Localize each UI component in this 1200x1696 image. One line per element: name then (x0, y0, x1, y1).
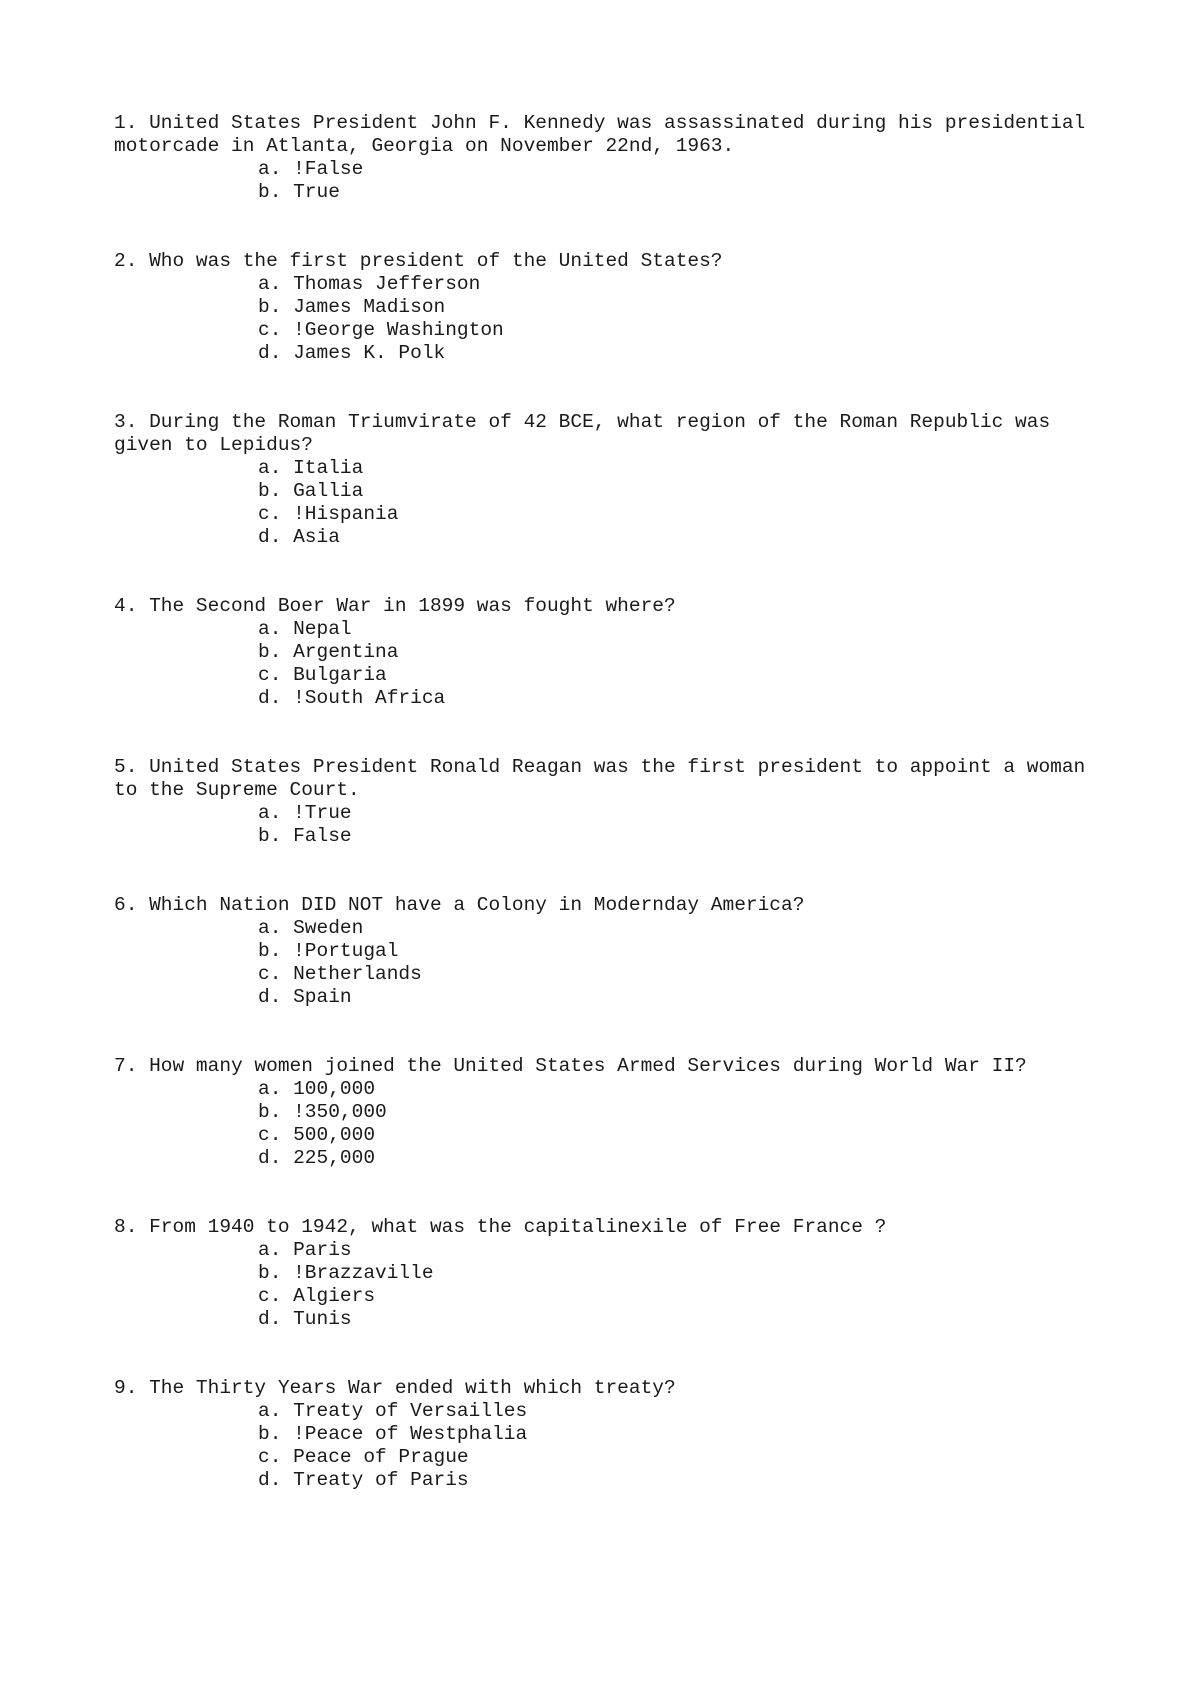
option-letter: c. (258, 1446, 282, 1468)
option-text: 500,000 (293, 1124, 376, 1146)
answer-option (258, 986, 1114, 1009)
option-letter: c. (258, 1285, 282, 1307)
option-text: !Peace of Westphalia (293, 1423, 528, 1445)
option-text: !True (293, 802, 352, 824)
answer-option (258, 1239, 1114, 1262)
answer-option (258, 825, 1114, 848)
option-text: Thomas Jefferson (293, 273, 481, 295)
option-text: Tunis (293, 1308, 352, 1330)
option-letter: b. (258, 480, 282, 502)
answer-option (258, 1469, 1114, 1492)
answer-options (114, 158, 1114, 204)
option-text: James K. Polk (293, 342, 446, 364)
option-text: !350,000 (293, 1101, 387, 1123)
question-7 (114, 1055, 1114, 1170)
option-text: Paris (293, 1239, 352, 1261)
answer-options (114, 1239, 1114, 1331)
option-letter: d. (258, 526, 282, 548)
quiz-document (114, 112, 1114, 1538)
question-9 (114, 1377, 1114, 1492)
question-3 (114, 411, 1114, 549)
answer-option (258, 480, 1114, 503)
option-text: Spain (293, 986, 352, 1008)
question-6 (114, 894, 1114, 1009)
option-text: Treaty of Versailles (293, 1400, 528, 1422)
option-letter: b. (258, 1262, 282, 1284)
answer-option (258, 1446, 1114, 1469)
question-text: 6. Which Nation DID NOT have a Colony in Modernday America? (114, 894, 805, 916)
option-letter: a. (258, 158, 282, 180)
option-letter: c. (258, 1124, 282, 1146)
option-letter: a. (258, 1400, 282, 1422)
question-text: 2. Who was the first president of the United States? (114, 250, 723, 272)
answer-option (258, 1262, 1114, 1285)
question-4 (114, 595, 1114, 710)
option-letter: c. (258, 319, 282, 341)
answer-options (114, 802, 1114, 848)
option-letter: d. (258, 1147, 282, 1169)
option-letter: b. (258, 940, 282, 962)
option-letter: a. (258, 273, 282, 295)
answer-option (258, 641, 1114, 664)
answer-option (258, 158, 1114, 181)
answer-option (258, 618, 1114, 641)
answer-option (258, 917, 1114, 940)
option-letter: a. (258, 1078, 282, 1100)
option-letter: a. (258, 1239, 282, 1261)
option-text: Sweden (293, 917, 364, 939)
option-text: Italia (293, 457, 364, 479)
answer-option (258, 457, 1114, 480)
option-text: Gallia (293, 480, 364, 502)
question-text: 8. From 1940 to 1942, what was the capitalinexile of Free France ? (114, 1216, 887, 1238)
answer-options (114, 1400, 1114, 1492)
option-letter: d. (258, 342, 282, 364)
option-letter: c. (258, 664, 282, 686)
option-text: Bulgaria (293, 664, 387, 686)
answer-option (258, 503, 1114, 526)
answer-option (258, 1285, 1114, 1308)
option-text: !George Washington (293, 319, 504, 341)
answer-options (114, 273, 1114, 365)
option-letter: b. (258, 181, 282, 203)
option-text: Argentina (293, 641, 399, 663)
option-text: !Hispania (293, 503, 399, 525)
question-1 (114, 112, 1114, 204)
answer-option (258, 664, 1114, 687)
answer-option (258, 963, 1114, 986)
answer-option (258, 1400, 1114, 1423)
option-letter: c. (258, 963, 282, 985)
question-2 (114, 250, 1114, 365)
question-text: 4. The Second Boer War in 1899 was fought where? (114, 595, 676, 617)
option-letter: b. (258, 641, 282, 663)
answer-option (258, 1423, 1114, 1446)
option-letter: d. (258, 687, 282, 709)
option-text: Peace of Prague (293, 1446, 469, 1468)
option-text: Netherlands (293, 963, 422, 985)
option-text: Nepal (293, 618, 352, 640)
answer-option (258, 1124, 1114, 1147)
question-5 (114, 756, 1114, 848)
answer-options (114, 1078, 1114, 1170)
question-8 (114, 1216, 1114, 1331)
option-text: Asia (293, 526, 340, 548)
answer-option (258, 526, 1114, 549)
option-text: James Madison (293, 296, 446, 318)
answer-option (258, 1101, 1114, 1124)
answer-option (258, 319, 1114, 342)
question-text: 3. During the Roman Triumvirate of 42 BCE, what region of the Roman Republic was given to Lepidus? (114, 411, 1062, 456)
option-letter: a. (258, 802, 282, 824)
option-text: !South Africa (293, 687, 446, 709)
option-letter: b. (258, 1423, 282, 1445)
answer-options (114, 917, 1114, 1009)
option-letter: b. (258, 1101, 282, 1123)
option-text: !False (293, 158, 364, 180)
option-letter: a. (258, 457, 282, 479)
answer-option (258, 1078, 1114, 1101)
option-text: True (293, 181, 340, 203)
option-text: 100,000 (293, 1078, 376, 1100)
option-letter: a. (258, 618, 282, 640)
question-text: 9. The Thirty Years War ended with which treaty? (114, 1377, 676, 1399)
option-letter: d. (258, 1469, 282, 1491)
option-text: 225,000 (293, 1147, 376, 1169)
option-letter: b. (258, 825, 282, 847)
answer-option (258, 940, 1114, 963)
option-text: Treaty of Paris (293, 1469, 469, 1491)
answer-options (114, 457, 1114, 549)
answer-option (258, 342, 1114, 365)
question-text: 5. United States President Ronald Reagan was the first president to appoint a woman to the Supreme Court. (114, 756, 1097, 801)
answer-option (258, 1147, 1114, 1170)
option-letter: c. (258, 503, 282, 525)
option-text: !Brazzaville (293, 1262, 434, 1284)
answer-option (258, 273, 1114, 296)
answer-options (114, 618, 1114, 710)
question-text: 1. United States President John F. Kennedy was assassinated during his presidential motorcade in Atlanta, Georgia on November 22nd, 1963. (114, 112, 1097, 157)
option-letter: a. (258, 917, 282, 939)
answer-option (258, 296, 1114, 319)
option-text: Algiers (293, 1285, 376, 1307)
answer-option (258, 802, 1114, 825)
option-text: False (293, 825, 352, 847)
answer-option (258, 1308, 1114, 1331)
option-text: !Portugal (293, 940, 399, 962)
option-letter: d. (258, 1308, 282, 1330)
question-text: 7. How many women joined the United States Armed Services during World War II? (114, 1055, 1027, 1077)
answer-option (258, 687, 1114, 710)
answer-option (258, 181, 1114, 204)
option-letter: b. (258, 296, 282, 318)
option-letter: d. (258, 986, 282, 1008)
